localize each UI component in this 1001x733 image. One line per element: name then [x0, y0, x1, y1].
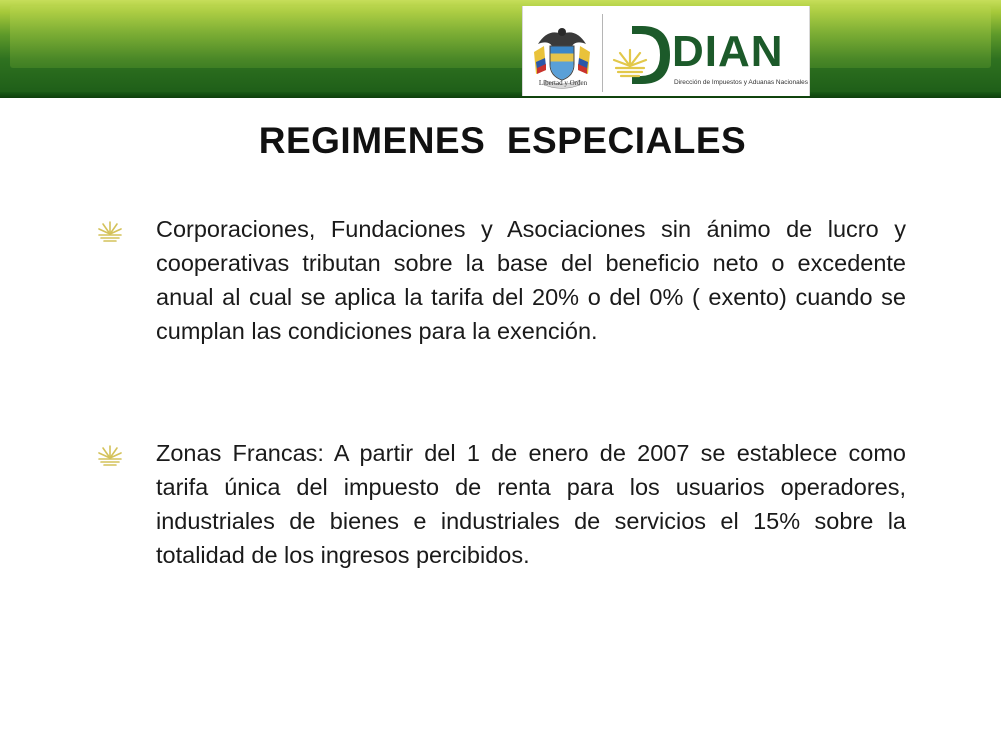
page-title	[0, 120, 1001, 162]
page-title-text: REGIMENES ESPECIALES	[258, 120, 747, 161]
dian-logo-subtitle: Dirección de Impuestos y Aduanas Nacionales	[674, 79, 809, 86]
bullet-text: Corporaciones, Fundaciones y Asociaciones sin ánimo de lucro y cooperativas tributan sobre la base del beneficio neto o excedente anual al cual se aplica la tarifa del 20% o del 0% ( exento) cuando se cumplan las condiciones para la exención.	[156, 216, 906, 344]
header-bottom-line	[0, 92, 1001, 98]
logo-divider	[602, 14, 603, 92]
sun-rays-icon	[96, 216, 124, 244]
header-highlight	[10, 6, 991, 68]
header-band	[0, 0, 1001, 98]
crest-caption: Libertad y Orden	[538, 79, 588, 87]
dian-logo-icon	[612, 22, 672, 88]
sun-rays-icon	[96, 440, 124, 468]
dian-logo-text: DIAN	[672, 27, 784, 76]
bullet-text: Zonas Francas: A partir del 1 de enero de 2007 se establece como tarifa única del impuesto de renta para los usuarios operadores, industriales de bienes e industriales de servicios el 15% sobre la totalidad de los ingresos percibidos.	[156, 440, 906, 568]
